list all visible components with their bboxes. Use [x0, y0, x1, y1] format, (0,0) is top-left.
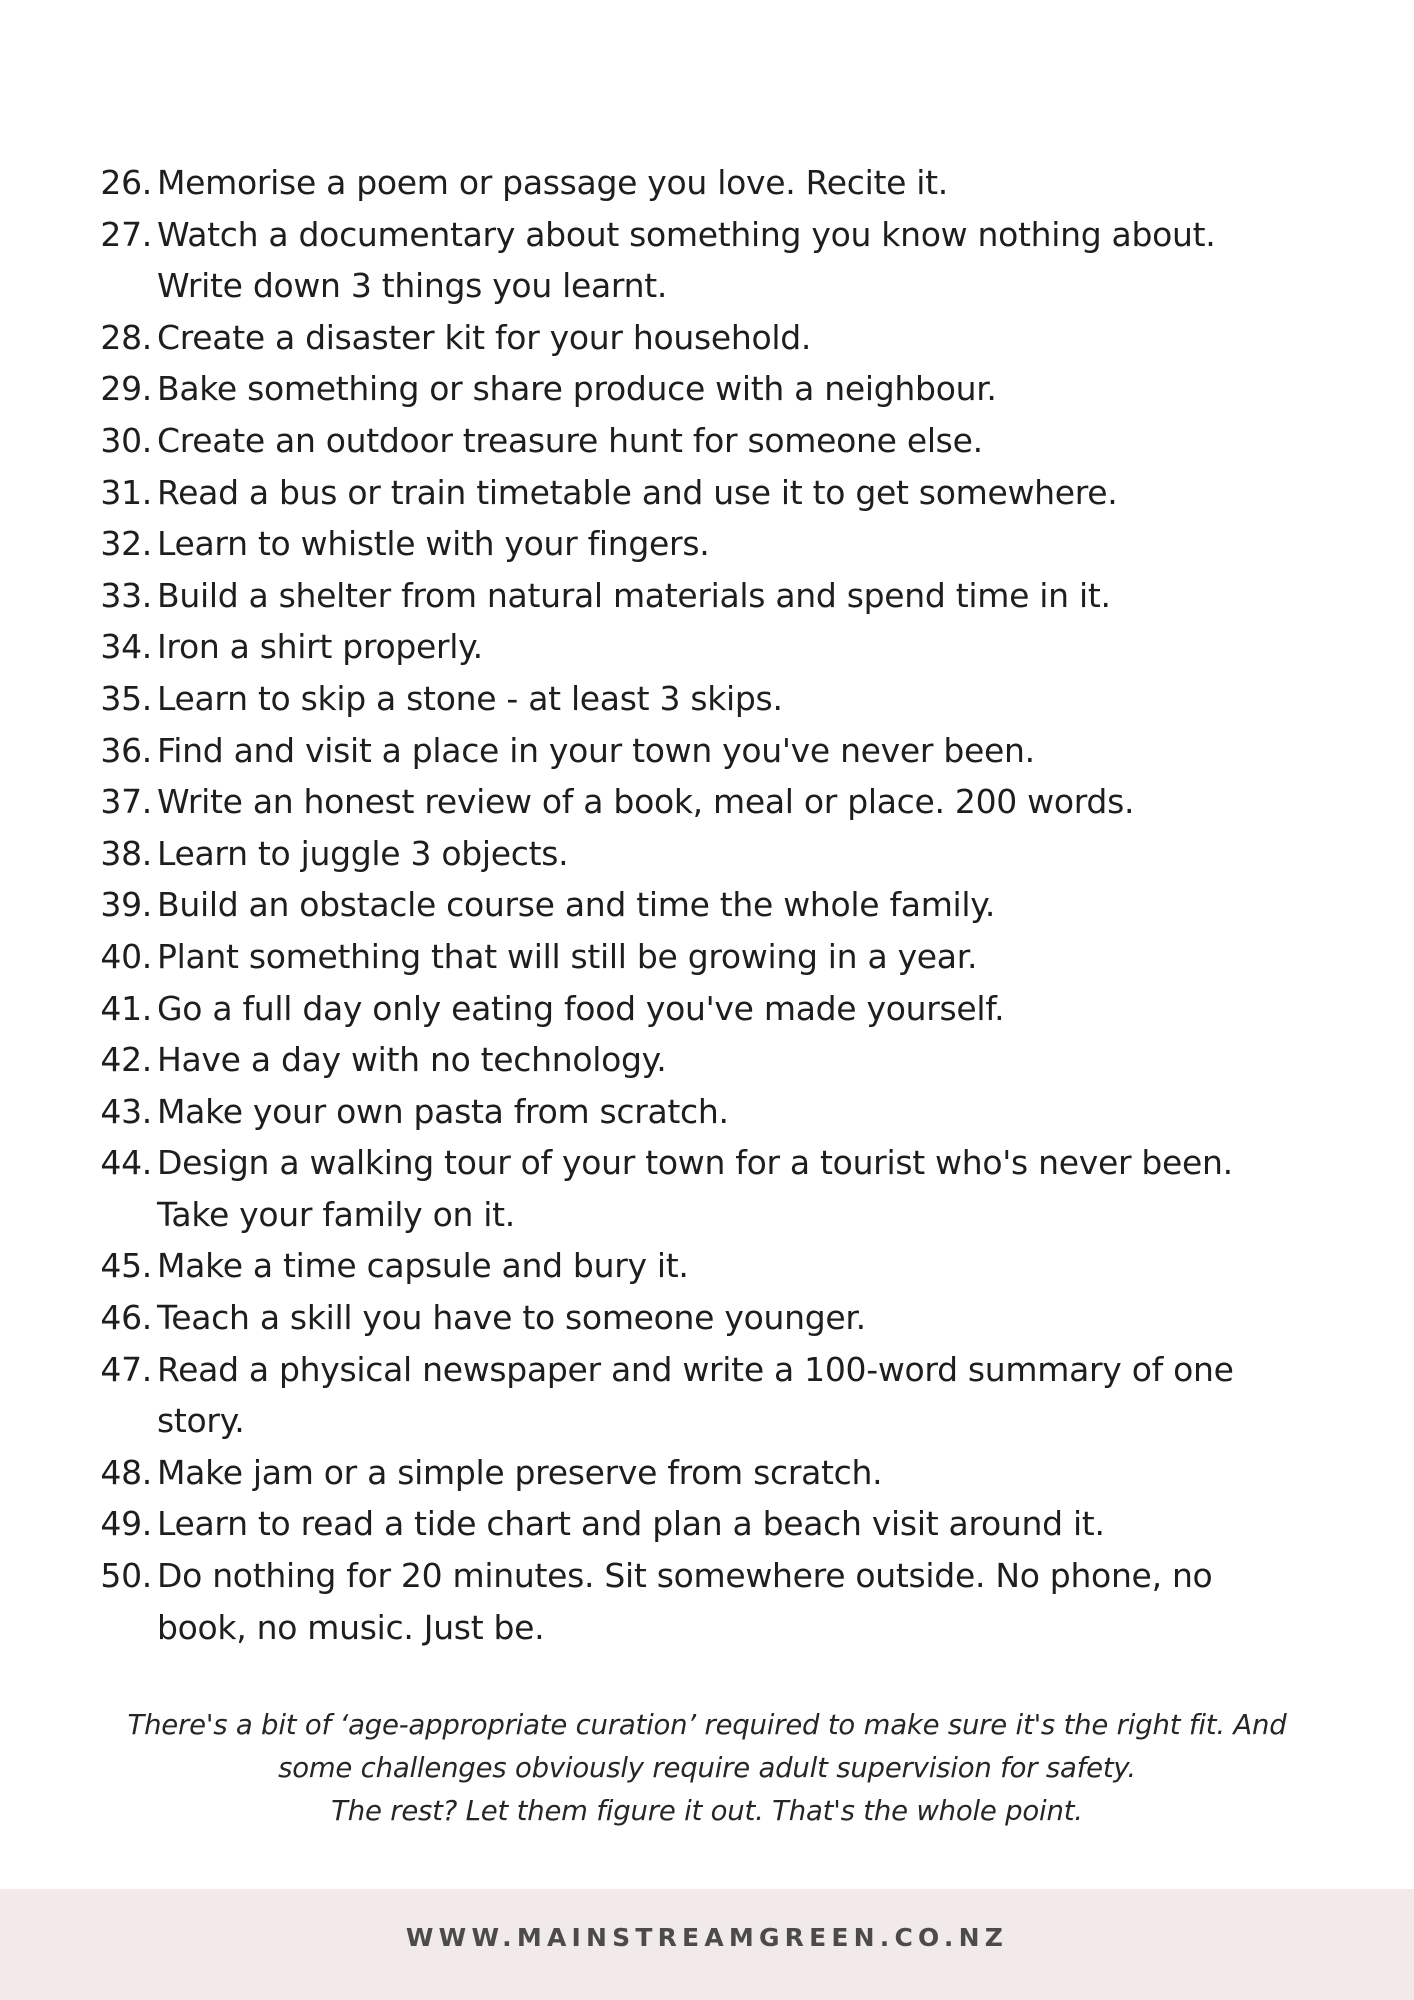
closing-note-line: There's a bit of ‘age-appropriate curation’ required to make sure it's the right fit. And [127, 1709, 1287, 1741]
item-number: 48. [100, 1452, 152, 1492]
item-text: Write an honest review of a book, meal or place. 200 words. [157, 782, 1135, 822]
list-item [0, 312, 1414, 364]
item-number: 36. [100, 730, 152, 770]
item-text: Find and visit a place in your town you've never been. [157, 730, 1035, 770]
item-text: Make jam or a simple preserve from scratch. [157, 1452, 883, 1492]
item-number: 29. [100, 369, 152, 409]
list-item [0, 1034, 1414, 1086]
item-number: 49. [100, 1504, 152, 1544]
item-number: 47. [100, 1349, 152, 1389]
list-item [0, 1344, 1414, 1447]
item-text: Read a bus or train timetable and use it to get somewhere. [157, 472, 1118, 512]
website-url: WWW.MAINSTREAMGREEN.CO.NZ [405, 1923, 1009, 1952]
item-text: Design a walking tour of your town for a tourist who's never been. Take your family on it. [157, 1143, 1233, 1234]
item-number: 30. [100, 420, 152, 460]
item-text: Plant something that will still be growing in a year. [157, 936, 978, 976]
list-item [0, 1498, 1414, 1550]
item-number: 34. [100, 627, 152, 667]
item-number: 27. [100, 214, 152, 254]
item-number: 37. [100, 782, 152, 822]
list-item [0, 1137, 1414, 1240]
item-number: 42. [100, 1040, 152, 1080]
list-item [0, 725, 1414, 777]
item-number: 45. [100, 1246, 152, 1286]
list-item [0, 570, 1414, 622]
item-text: Read a physical newspaper and write a 100-word summary of one story. [157, 1349, 1234, 1441]
item-text: Make a time capsule and bury it. [157, 1246, 689, 1286]
list-item [0, 1292, 1414, 1344]
item-text: Build a shelter from natural materials and spend time in it. [157, 575, 1111, 615]
item-number: 35. [100, 678, 152, 718]
item-number: 28. [100, 317, 152, 357]
item-number: 50. [100, 1556, 152, 1596]
list-item [0, 1447, 1414, 1499]
list-item [0, 776, 1414, 828]
list-item [0, 931, 1414, 983]
item-number: 31. [100, 472, 152, 512]
item-text: Have a day with no technology. [157, 1040, 667, 1080]
item-text: Go a full day only eating food you've made yourself. [157, 988, 1005, 1028]
item-number: 33. [100, 575, 152, 615]
challenge-list [0, 157, 1414, 1653]
closing-note-line: some challenges obviously require adult supervision for safety. [278, 1752, 1136, 1784]
item-text: Learn to read a tide chart and plan a beach visit around it. [157, 1504, 1105, 1544]
list-item [0, 621, 1414, 673]
list-item [0, 518, 1414, 570]
item-number: 41. [100, 988, 152, 1028]
item-number: 39. [100, 885, 152, 925]
item-text: Memorise a poem or passage you love. Recite it. [157, 163, 948, 202]
list-item [0, 209, 1414, 312]
item-number: 40. [100, 936, 152, 976]
item-text: Learn to skip a stone - at least 3 skips. [157, 678, 783, 718]
item-text: Learn to whistle with your fingers. [157, 524, 710, 564]
list-item [0, 673, 1414, 725]
item-number: 46. [100, 1298, 152, 1338]
item-text: Create a disaster kit for your household. [157, 317, 812, 357]
item-number: 32. [100, 524, 152, 564]
list-item [0, 1550, 1414, 1653]
item-number: 38. [100, 833, 152, 873]
list-item [0, 879, 1414, 931]
list-item [0, 983, 1414, 1035]
item-number: 43. [100, 1091, 152, 1131]
list-item [0, 1240, 1414, 1292]
list-item [0, 363, 1414, 415]
item-number: 26. [100, 163, 152, 202]
item-text: Make your own pasta from scratch. [157, 1091, 729, 1131]
list-item [0, 1086, 1414, 1138]
item-text: Bake something or share produce with a neighbour. [157, 369, 997, 409]
item-number: 44. [100, 1143, 152, 1183]
item-text: Do nothing for 20 minutes. Sit somewhere outside. No phone, no book, no music. Just be. [157, 1556, 1213, 1647]
item-text: Watch a documentary about something you know nothing about. Write down 3 things you learnt. [157, 214, 1216, 306]
closing-note [0, 1704, 1414, 1833]
item-text: Create an outdoor treasure hunt for someone else. [157, 420, 983, 460]
footer-bar [0, 1889, 1414, 2000]
item-text: Learn to juggle 3 objects. [157, 833, 569, 873]
item-text: Iron a shirt properly. [157, 627, 483, 667]
list-item [0, 157, 1414, 209]
list-item [0, 467, 1414, 519]
item-text: Build an obstacle course and time the whole family. [157, 885, 996, 925]
list-item [0, 415, 1414, 467]
item-text: Teach a skill you have to someone younger. [157, 1298, 866, 1338]
closing-note-line: The rest? Let them figure it out. That's the whole point. [331, 1795, 1083, 1827]
list-item [0, 828, 1414, 880]
